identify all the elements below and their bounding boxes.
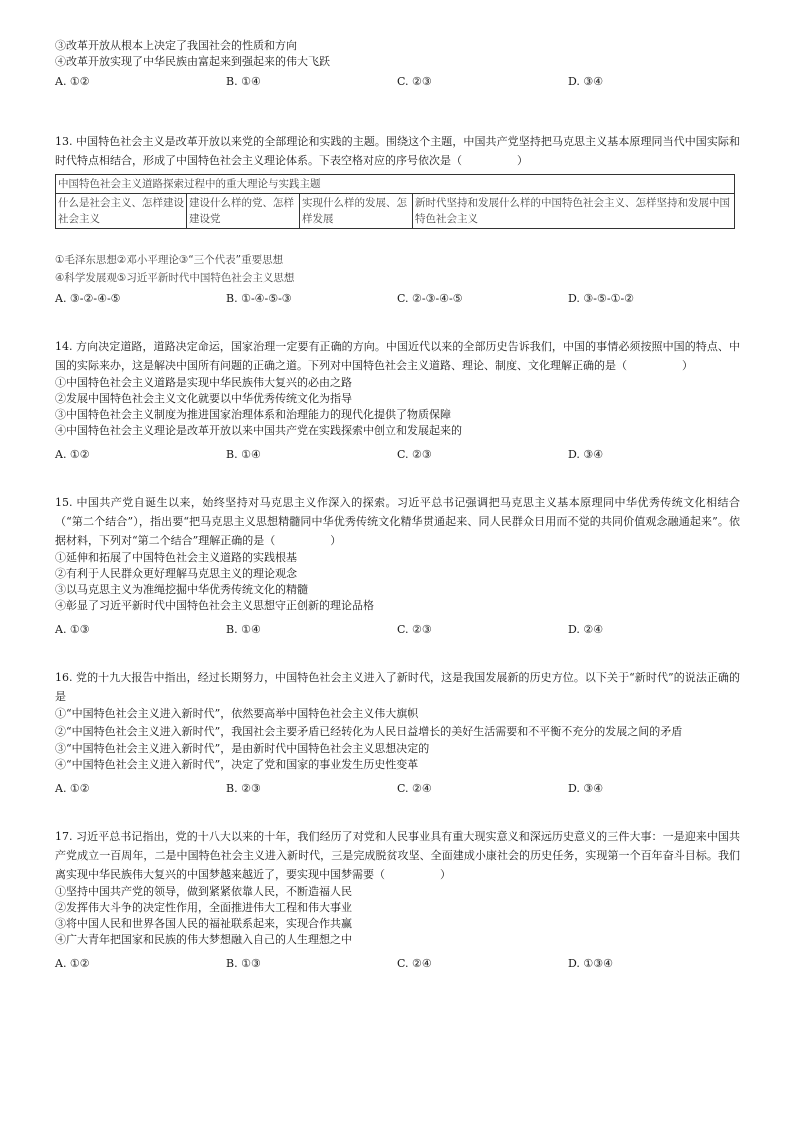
statement-4: ④“中国特色社会主义进入新时代”，决定了党和国家的事业发生历史性变革 <box>55 758 419 771</box>
option-a[interactable]: A. ①② <box>55 957 90 970</box>
question-16 <box>55 668 740 797</box>
theme-table <box>55 174 735 229</box>
question-stem: 15. 中国共产党自诞生以来，始终坚持对马克思主义作深入的探索。习近平总书记强调把马克思主义基本原理同中华优秀传统文化相结合（“第二个结合”），指出要“把马克思主义思想精髓同中华优秀传统文化精华贯通起来、同人民群众日用而不觉的共同价值观念融通起来”。依据材料，下列对“第二个结合”理解正确的是（ ） <box>55 496 740 547</box>
statement-list-1: ①毛泽东思想②邓小平理论③“三个代表”重要思想 <box>55 254 284 266</box>
answer-options <box>55 74 740 90</box>
statement-1: ①“中国特色社会主义进入新时代”，依然要高举中国特色社会主义伟大旗帜 <box>55 707 419 720</box>
option-d[interactable]: D. ③-⑤-①-② <box>568 292 635 305</box>
prev-question-tail <box>55 38 740 90</box>
statement-2: ②“中国特色社会主义进入新时代”，我国社会主要矛盾已经转化为人民日益增长的美好生活需要和不平衡不充分的发展之间的矛盾 <box>55 725 683 738</box>
answer-options <box>55 956 740 972</box>
statement-4: ④彰显了习近平新时代中国特色社会主义思想守正创新的理论品格 <box>55 599 374 612</box>
option-d[interactable]: D. ①③④ <box>568 957 614 970</box>
option-a[interactable]: A. ①③ <box>55 623 90 636</box>
option-b[interactable]: B. ①④ <box>226 75 261 88</box>
option-d[interactable]: D. ③④ <box>568 448 604 461</box>
option-a[interactable]: A. ①② <box>55 782 90 795</box>
statement-3: ③以马克思主义为准绳挖掘中华优秀传统文化的精髓 <box>55 583 308 596</box>
question-14 <box>55 337 740 463</box>
statement-2: ②发展中国特色社会主义文化就要以中华优秀传统文化为指导 <box>55 392 352 405</box>
answer-options <box>55 781 740 797</box>
option-c[interactable]: C. ②④ <box>397 957 432 970</box>
statement-1: ①中国特色社会主义道路是实现中华民族伟大复兴的必由之路 <box>55 376 352 389</box>
option-c[interactable]: C. ②③ <box>397 623 432 636</box>
option-b[interactable]: B. ①③ <box>226 957 261 970</box>
option-d[interactable]: D. ③④ <box>568 782 604 795</box>
option-d[interactable]: D. ②④ <box>568 623 604 636</box>
table-header: 中国特色社会主义道路探索过程中的重大理论与实践主题 <box>56 175 735 194</box>
statement-4: ④中国特色社会主义理论是改革开放以来中国共产党在实践探索中创立和发展起来的 <box>55 424 462 437</box>
table-cell: 新时代坚持和发展什么样的中国特色社会主义、怎样坚持和发展中国特色社会主义 <box>413 194 735 229</box>
option-c[interactable]: C. ②④ <box>397 782 432 795</box>
option-a[interactable]: A. ③-②-④-⑤ <box>55 292 121 305</box>
table-cell: 建设什么样的党、怎样建设党 <box>187 194 300 229</box>
option-c[interactable]: C. ②-③-④-⑤ <box>397 292 463 305</box>
statement-3: ③改革开放从根本上决定了我国社会的性质和方向 <box>55 39 297 52</box>
option-a[interactable]: A. ①② <box>55 448 90 461</box>
statement-1: ①坚持中国共产党的领导，做到紧紧依靠人民，不断造福人民 <box>55 885 352 898</box>
exam-page <box>55 38 740 972</box>
statement-4: ④广大青年把国家和民族的伟大梦想融入自己的人生理想之中 <box>55 933 352 946</box>
question-stem: 17. 习近平总书记指出，党的十八大以来的十年，我们经历了对党和人民事业具有重大现实意义和深远历史意义的三件大事：一是迎来中国共产党成立一百周年，二是中国特色社会主义进入新时代，三是完成脱贫攻坚、全面建成小康社会的历史任务，实现第一个百年奋斗目标。我们离实现中华民族伟大复兴的中国梦越来越近了，要实现中国梦需要（ ） <box>55 830 740 881</box>
option-b[interactable]: B. ①④ <box>226 623 261 636</box>
statement-2: ②有利于人民群众更好理解马克思主义的理论观念 <box>55 567 297 580</box>
question-stem: 16. 党的十九大报告中指出，经过长期努力，中国特色社会主义进入了新时代，这是我国发展新的历史方位。以下关于“新时代”的说法正确的是 <box>55 671 740 703</box>
question-13 <box>55 132 740 307</box>
question-stem: 14. 方向决定道路，道路决定命运，国家治理一定要有正确的方向。中国近代以来的全部历史告诉我们，中国的事情必须按照中国的特点、中国的实际来办，这是解决中国所有问题的正确之道。下列对中国特色社会主义道路、理论、制度、文化理解正确的是（ ） <box>55 340 740 372</box>
option-b[interactable]: B. ①④ <box>226 448 261 461</box>
option-d[interactable]: D. ③④ <box>568 75 604 88</box>
option-c[interactable]: C. ②③ <box>397 448 432 461</box>
table-cell: 什么是社会主义、怎样建设社会主义 <box>56 194 187 229</box>
question-15 <box>55 493 740 638</box>
statement-3: ③将中国人民和世界各国人民的福祉联系起来，实现合作共赢 <box>55 917 352 930</box>
table-cell: 实现什么样的发展、怎样发展 <box>300 194 413 229</box>
answer-options <box>55 622 740 638</box>
option-b[interactable]: B. ①-④-⑤-③ <box>226 292 292 305</box>
statement-1: ①延伸和拓展了中国特色社会主义道路的实践根基 <box>55 551 297 564</box>
statement-4: ④改革开放实现了中华民族由富起来到强起来的伟大飞跃 <box>55 55 330 68</box>
option-a[interactable]: A. ①② <box>55 75 90 88</box>
answer-options <box>55 291 740 307</box>
option-b[interactable]: B. ②③ <box>226 782 261 795</box>
option-c[interactable]: C. ②③ <box>397 75 432 88</box>
question-stem: 13. 中国特色社会主义是改革开放以来党的全部理论和实践的主题。围绕这个主题，中国共产党坚持把马克思主义基本原理同当代中国实际和时代特点相结合，形成了中国特色社会主义理论体系。下表空格对应的序号依次是（ ） <box>55 135 740 167</box>
statement-2: ②发挥伟大斗争的决定性作用，全面推进伟大工程和伟大事业 <box>55 901 352 914</box>
question-17 <box>55 827 740 972</box>
answer-options <box>55 447 740 463</box>
statement-3: ③中国特色社会主义制度为推进国家治理体系和治理能力的现代化提供了物质保障 <box>55 408 451 421</box>
statement-3: ③“中国特色社会主义进入新时代”，是由新时代中国特色社会主义思想决定的 <box>55 742 430 755</box>
statement-list-2: ④科学发展观⑤习近平新时代中国特色社会主义思想 <box>55 272 295 284</box>
